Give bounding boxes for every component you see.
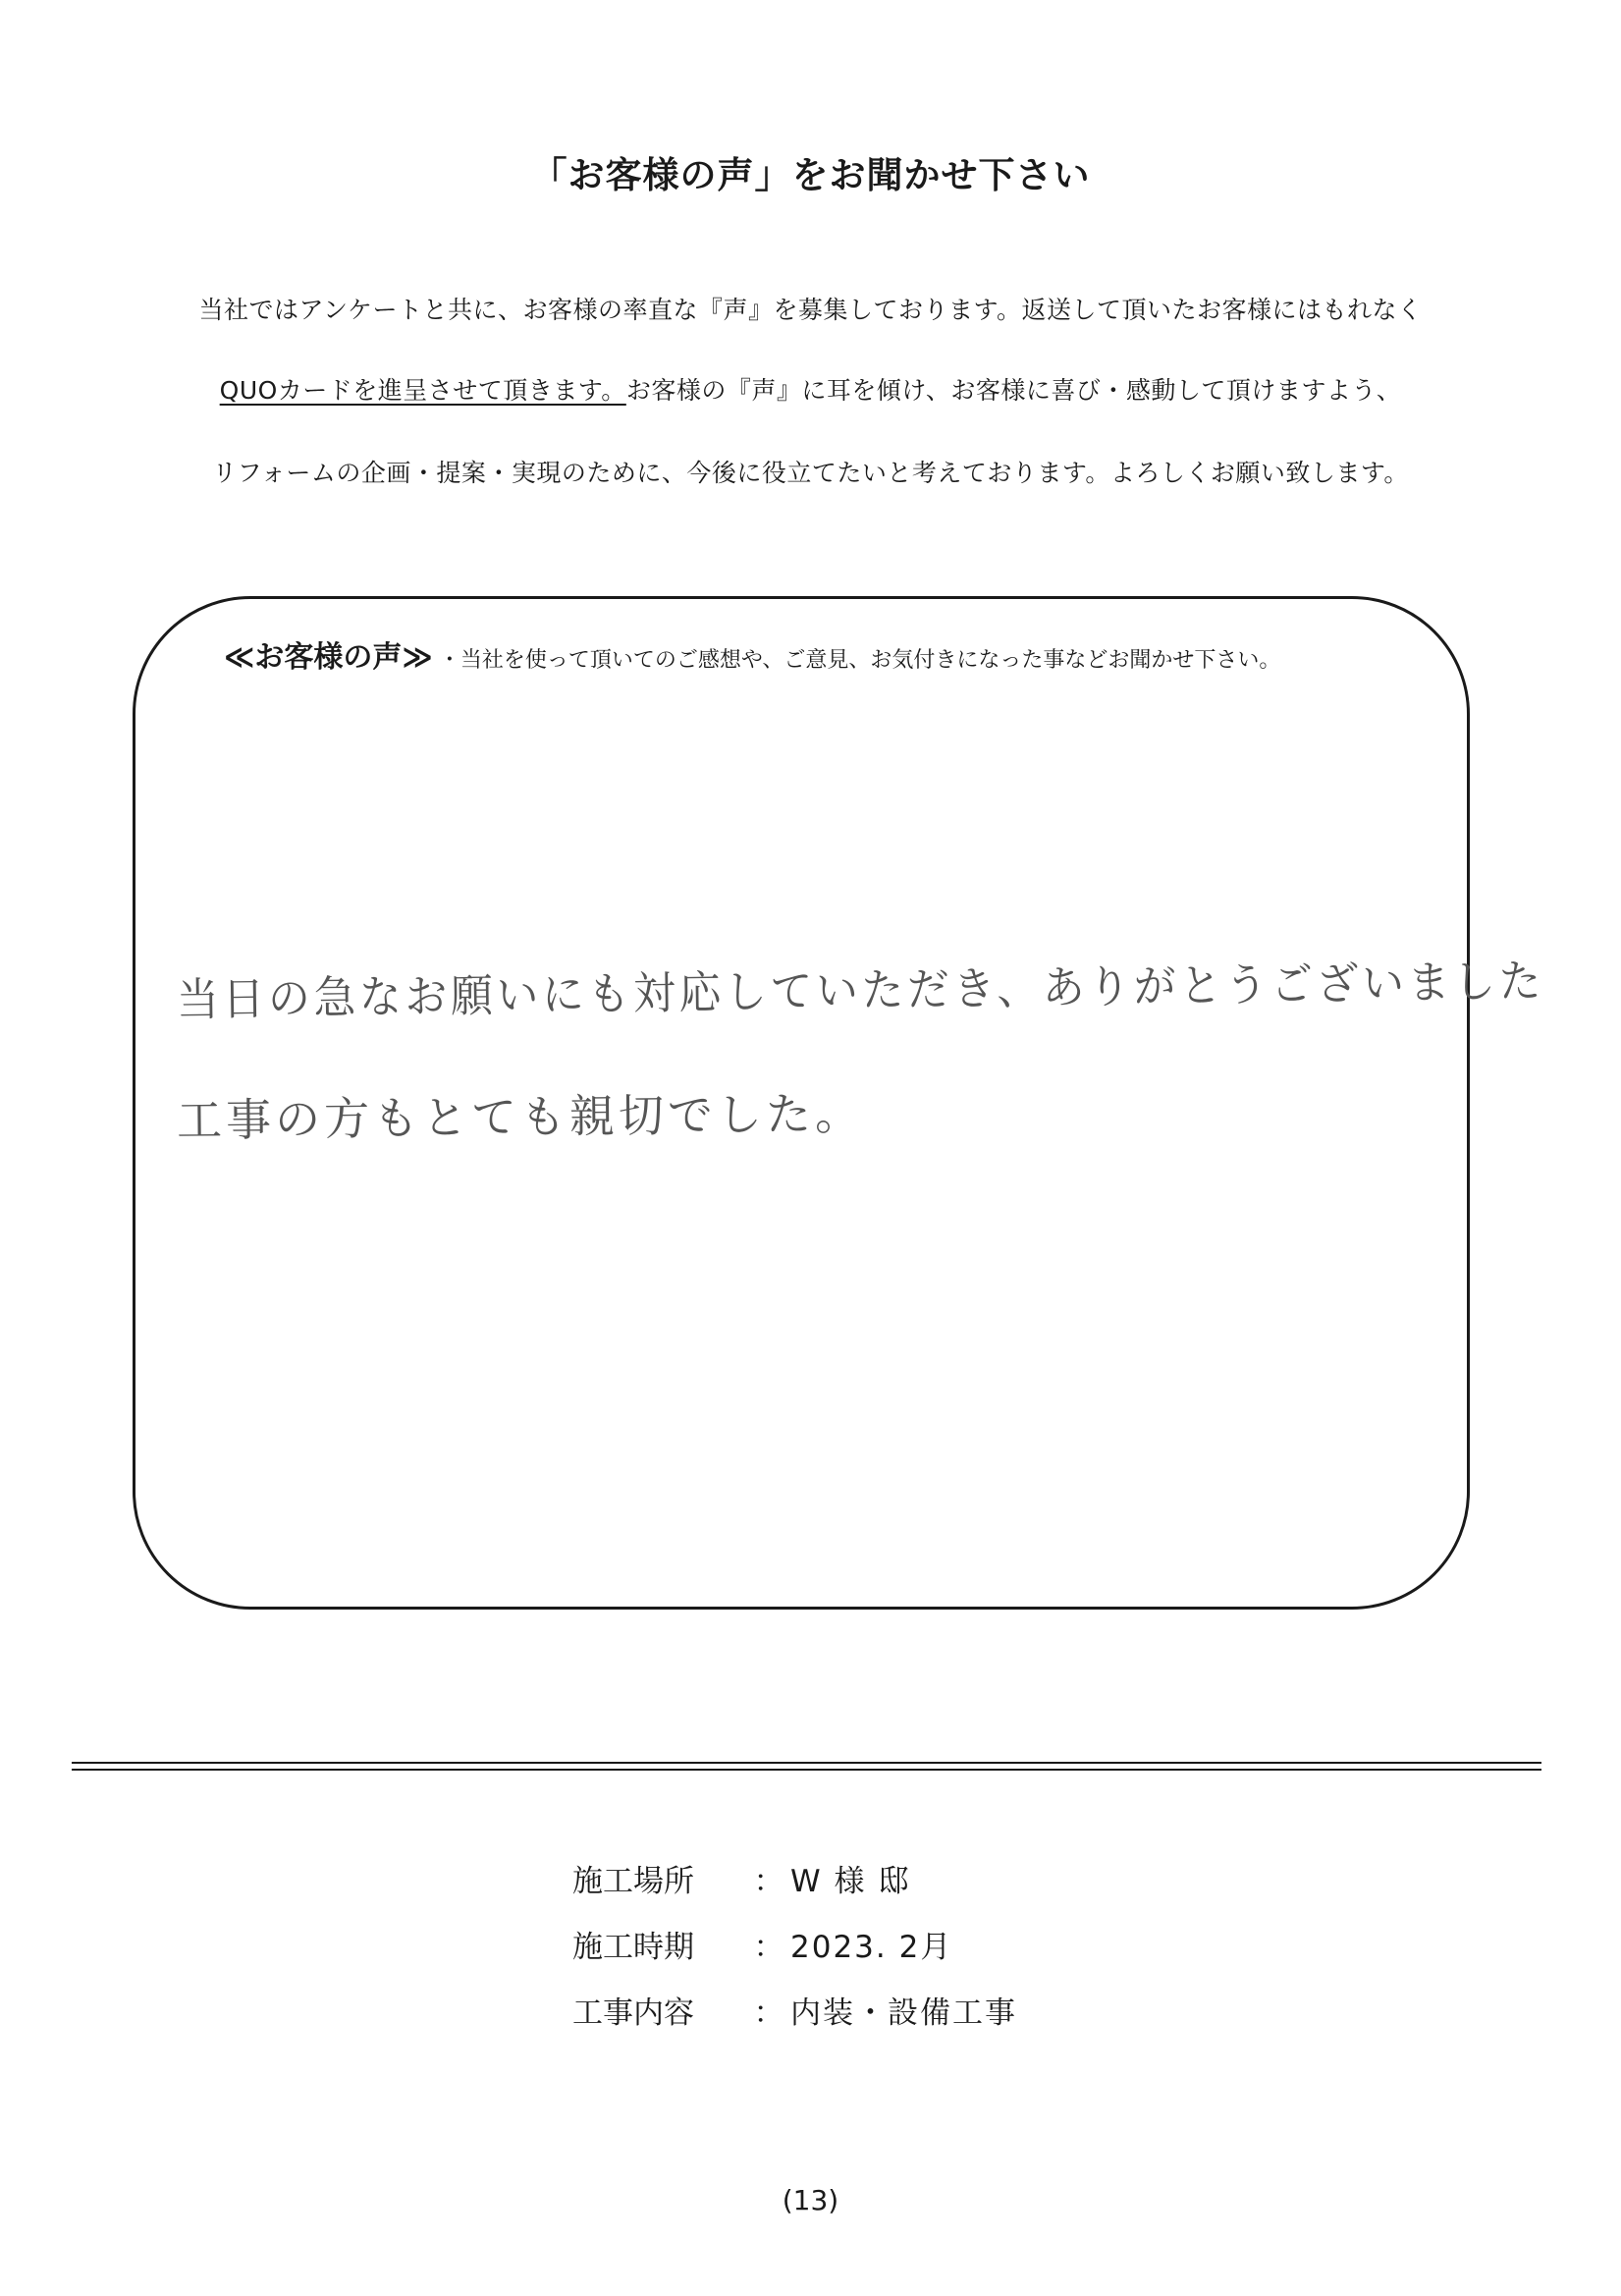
info-separator: ： — [753, 1864, 784, 1899]
intro-line-3: リフォームの企画・提案・実現のために、今後に役立てたいと考えております。よろしくお願い致します。 — [212, 459, 1409, 487]
page-title: 「お客様の声」をお聞かせ下さい — [530, 154, 1091, 196]
double-divider-top — [72, 1762, 1541, 1764]
quo-card-note: QUOカードを進呈させて頂きます。 — [219, 376, 626, 405]
handwritten-comment-line-1: 当日の急なお願いにも対応していただき、ありがとうございました — [176, 954, 1545, 1026]
info-value: W 様 邸 — [790, 1864, 911, 1899]
double-divider-bottom — [72, 1769, 1541, 1771]
info-row-location — [572, 1856, 910, 1900]
info-separator: ： — [753, 1995, 784, 2031]
info-label: 工事内容 — [572, 1995, 694, 2031]
intro-line-2-rest: お客様の『声』に耳を傾け、お客様に喜び・感動して頂けますよう、 — [625, 376, 1402, 405]
info-label: 施工場所 — [572, 1864, 694, 1899]
voice-prompt: ・当社を使って頂いてのご感想や、ご意見、お気付きになった事などお聞かせ下さい。 — [438, 648, 1281, 673]
customer-voice-heading — [224, 632, 1280, 676]
info-row-work — [572, 1988, 1017, 2032]
intro-line-1: 当社ではアンケートと共に、お客様の率直な『声』を募集しております。返送して頂いたお客様にはもれなく — [198, 296, 1423, 324]
handwritten-comment-line-2: 工事の方もとても親切でした。 — [176, 1086, 865, 1147]
page-number: (13) — [782, 2184, 839, 2216]
info-separator: ： — [753, 1930, 784, 1965]
info-value: 2023. 2月 — [790, 1930, 953, 1965]
voice-title: ≪お客様の声≫ — [224, 640, 433, 675]
info-value: 内装・設備工事 — [790, 1995, 1017, 2031]
info-label: 施工時期 — [572, 1930, 694, 1965]
info-row-period — [572, 1922, 952, 1966]
intro-line-2 — [0, 371, 1621, 407]
